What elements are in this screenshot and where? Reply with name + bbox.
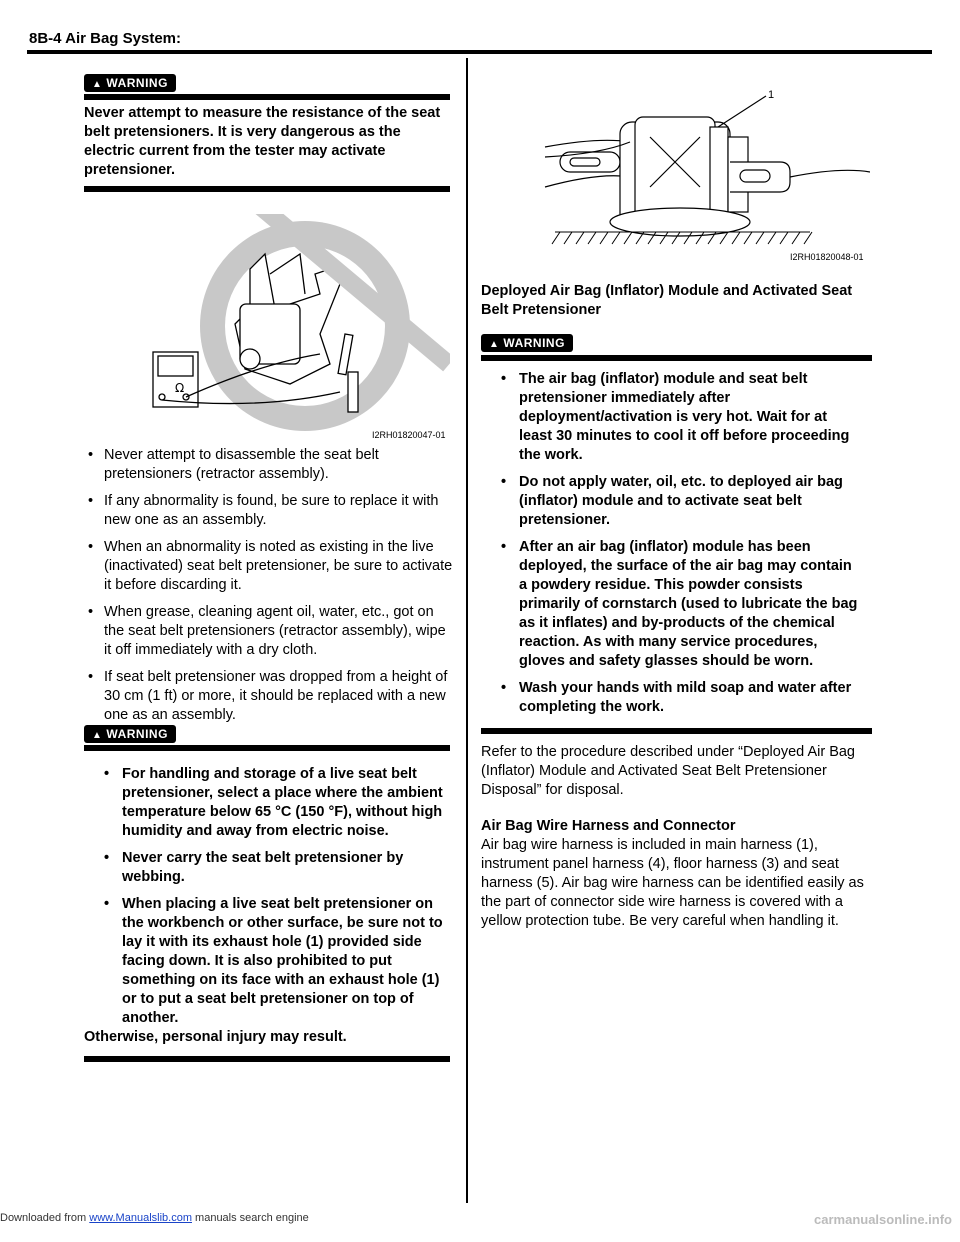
figure-code: I2RH01820047-01	[372, 430, 446, 440]
warning-badge	[84, 725, 176, 743]
warning-rule-bottom	[84, 1056, 450, 1062]
pretensioner-prohibited-figure	[140, 214, 450, 434]
warning-badge-label: WARNING	[106, 76, 168, 90]
warning-closing: Otherwise, personal injury may result.	[84, 1029, 347, 1045]
manualslib-link[interactable]: www.Manualslib.com	[89, 1212, 192, 1224]
footer-prefix: Downloaded from	[0, 1212, 90, 1224]
warning-text	[481, 370, 861, 725]
warning-rule-top	[84, 745, 450, 751]
refer-paragraph: Refer to the procedure described under “Deployed Air Bag (Inflator) Module and Activated Seat Belt Pretensioner Disposal” for disposal.	[481, 744, 855, 798]
list-item: • Never carry the seat belt pretensioner by webbing.	[84, 849, 444, 887]
warning-text	[84, 765, 444, 1047]
warning-badge	[481, 334, 573, 352]
list-item: • Wash your hands with mild soap and water after completing the work.	[481, 679, 861, 717]
list-item: • Do not apply water, oil, etc. to deployed air bag (inflator) module and to activate seat belt pretensioner.	[481, 473, 861, 530]
warning-rule-bottom	[84, 186, 450, 192]
warning-list	[481, 370, 861, 717]
warning-badge-label: WARNING	[106, 727, 168, 741]
page-header	[29, 30, 181, 48]
list-item: • After an air bag (inflator) module has been deployed, the surface of the air bag may contain a powdery residue. This powder consists primarily of cornstarch (used to lubricate the bag as it inflates) and by-products of the chemical reaction. As with many service procedures, gloves and safety glasses should be worn.	[481, 538, 861, 671]
section-title: Deployed Air Bag (Inflator) Module and Activated Seat Belt Pretensioner	[481, 283, 853, 318]
list-item: • If seat belt pretensioner was dropped from a height of 30 cm (1 ft) or more, it should be replaced with a new one as an assembly.	[84, 668, 456, 725]
warning-triangle-icon: ▲	[92, 79, 103, 90]
prohibited-measure-illustration	[140, 214, 450, 434]
column-divider	[466, 58, 468, 1203]
warning-rule-top	[84, 94, 450, 100]
list-item: • The air bag (inflator) module and seat belt pretensioner immediately after deployment/activation is very hot. Wait for at least 30 minutes to cool it off before proceeding the work.	[481, 370, 861, 465]
warning-rule-bottom	[481, 728, 872, 734]
warning-rule-top	[481, 355, 872, 361]
callout-number: 1	[768, 89, 775, 101]
header-rule	[27, 50, 932, 54]
download-footer	[0, 1212, 309, 1224]
list-item: • If any abnormality is found, be sure to replace it with new one as an assembly.	[84, 492, 456, 530]
activated-pretensioner-figure	[540, 82, 870, 257]
list-item: • When placing a live seat belt pretensioner on the workbench or other surface, be sure not to lay it with its exhaust hole (1) provided side facing down. It is also prohibited to put something on its face with an exhaust hole (1) or to put a seat belt pretensioner on top of another.	[84, 895, 444, 1028]
list-item: • When grease, cleaning agent oil, water, etc., got on the seat belt pretensioners (retractor assembly), wipe it off immediately with a dry cloth.	[84, 603, 456, 660]
section-paragraph: Air bag wire harness is included in main harness (1), instrument panel harness (4), floor harness (3) and seat harness (5). Air bag wire harness can be identified easily as the part of connector side wire harness is covered with a yellow protection tube. Be very careful when handling it.	[481, 837, 864, 929]
list-item: • When an abnormality is noted as existing in the live (inactivated) seat belt pretensioner, be sure to activate it before discarding it.	[84, 538, 456, 595]
activated-pretensioner-illustration	[540, 82, 870, 257]
warning-badge	[84, 74, 176, 92]
section-title: Air Bag Wire Harness and Connector	[481, 818, 736, 834]
bullet-list	[84, 446, 456, 725]
figure-code: I2RH01820048-01	[790, 252, 864, 262]
warning-text: Never attempt to measure the resistance of the seat belt pretensioners. It is very dangerous as the electric current from the tester may activate pretensioner.	[84, 105, 441, 178]
list-item: • For handling and storage of a live seat belt pretensioner, select a place where the ambient temperature below 65 °C (150 °F), without high humidity and away from electric noise.	[84, 765, 444, 841]
ohm-symbol: Ω	[175, 381, 185, 395]
warning-list	[84, 765, 444, 1028]
watermark: carmanualsonline.info	[814, 1212, 952, 1227]
footer-suffix: manuals search engine	[191, 1212, 309, 1224]
list-item: • Never attempt to disassemble the seat belt pretensioners (retractor assembly).	[84, 446, 456, 484]
bullet-section	[84, 446, 456, 733]
warning-badge-label: WARNING	[503, 336, 565, 350]
warning-triangle-icon: ▲	[92, 730, 103, 741]
page-title: 8B-4 Air Bag System:	[29, 30, 181, 47]
warning-triangle-icon: ▲	[489, 339, 500, 350]
